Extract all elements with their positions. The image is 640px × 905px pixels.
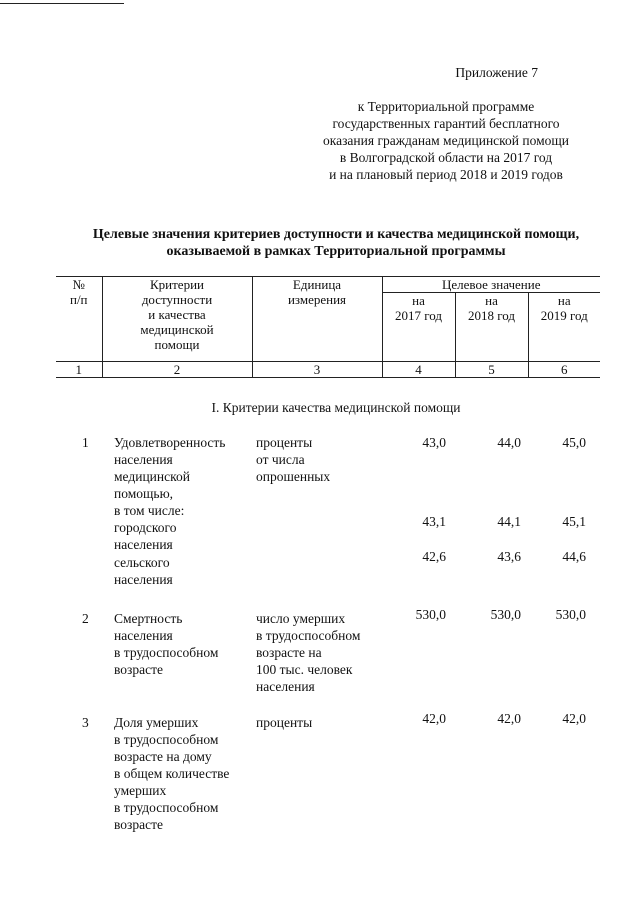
row-unit: проценты (256, 715, 313, 730)
value-2017: 43,0 (422, 435, 446, 450)
title-line: Целевые значения критериев доступности и качества медицинской помощи, (92, 227, 580, 242)
value-2017: 43,1 (422, 514, 446, 529)
value-2017: 530,0 (415, 607, 446, 622)
col-number: 6 (528, 362, 600, 378)
value-2017: 42,6 (422, 549, 446, 564)
col-number: 3 (252, 362, 382, 378)
row-unit: число умерших в трудоспособном возрасте на 100 тыс. человек населения (256, 611, 361, 694)
annex-line: оказания гражданам медицинской помощи (322, 133, 570, 148)
value-2019: 42,0 (562, 711, 586, 726)
section-title: I. Критерии качества медицинской помощи (211, 400, 461, 415)
annex-line: в Волгоградской области на 2017 год (339, 150, 553, 165)
row-criteria: Смертность населения в трудоспособном возрасте (114, 611, 219, 677)
col-number: 4 (382, 362, 455, 378)
title-line: оказываемой в рамках Территориальной программы (166, 244, 506, 259)
row-criteria: сельского населения (114, 555, 173, 587)
value-2019: 45,0 (562, 435, 586, 450)
header-unit: Единица измерения (252, 277, 382, 362)
value-2019: 530,0 (555, 607, 586, 622)
row-number: 1 (82, 435, 89, 450)
value-2018: 44,0 (497, 435, 521, 450)
row-criteria: городского населения (114, 520, 177, 552)
row-number: 3 (82, 715, 89, 730)
value-2018: 44,1 (497, 514, 521, 529)
value-2018: 530,0 (490, 607, 521, 622)
col-number: 1 (56, 362, 102, 378)
top-rule (0, 3, 124, 4)
header-year-2019: на 2019 год (528, 293, 600, 362)
value-2019: 44,6 (562, 549, 586, 564)
row-unit: проценты от числа опрошенных (256, 435, 331, 484)
col-number: 2 (102, 362, 252, 378)
value-2019: 45,1 (562, 514, 586, 529)
row-criteria: Доля умерших в трудоспособном возрасте на дому в общем количестве умерших в трудоспособном возрасте (114, 715, 230, 832)
col-number: 5 (455, 362, 528, 378)
value-2018: 42,0 (497, 711, 521, 726)
annex-line: и на плановый период 2018 и 2019 годов (329, 167, 563, 182)
annex-header (296, 64, 596, 183)
header-target: Целевое значение (382, 277, 600, 293)
annex-label: Приложение 7 (455, 65, 538, 80)
annex-line: к Территориальной программе (357, 99, 535, 114)
header-criteria: Критерии доступности и качества медицинской помощи (102, 277, 252, 362)
value-2017: 42,0 (422, 711, 446, 726)
value-2018: 43,6 (497, 549, 521, 564)
header-year-2017: на 2017 год (382, 293, 455, 362)
row-criteria: Удовлетворенность населения медицинской помощью, в том числе: (114, 435, 226, 518)
table-header (56, 276, 600, 378)
row-number: 2 (82, 611, 89, 626)
header-year-2018: на 2018 год (455, 293, 528, 362)
annex-line: государственных гарантий бесплатного (332, 116, 560, 131)
header-num: № п/п (56, 277, 102, 362)
document-title (56, 226, 616, 260)
